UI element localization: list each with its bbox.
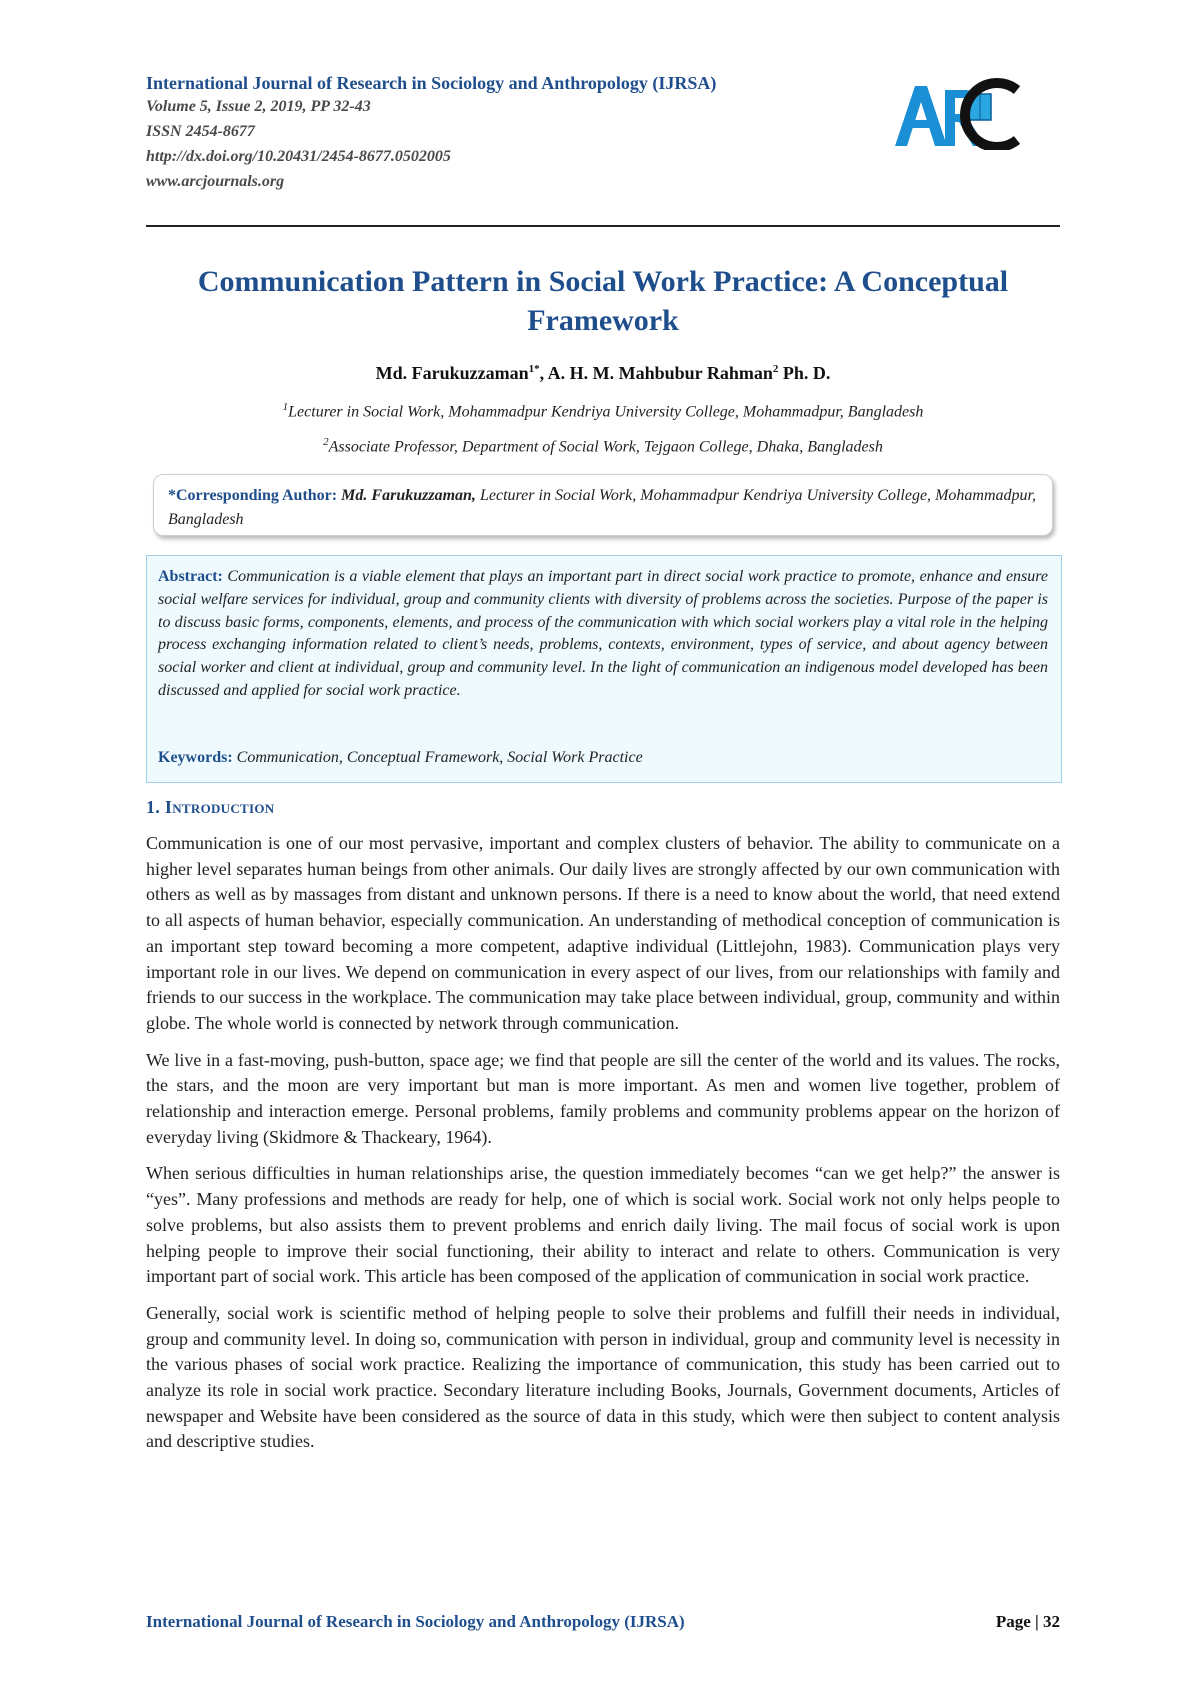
- footer-journal-name: International Journal of Research in Sociology and Anthropology (IJRSA): [146, 1612, 685, 1631]
- author-affiliation-marker: 2: [772, 363, 779, 375]
- corresponding-author-name: Md. Farukuzzaman,: [341, 487, 476, 504]
- section-number: 1.: [146, 797, 161, 817]
- author-suffix: Ph. D.: [778, 363, 831, 383]
- author-name: Md. Farukuzzaman: [375, 363, 529, 383]
- keywords: [158, 749, 1048, 767]
- affiliation: [146, 436, 1060, 456]
- page-footer: [146, 1612, 1060, 1632]
- author-separator: ,: [539, 363, 548, 383]
- arc-logo: [893, 74, 1023, 150]
- corresponding-author-label: *Corresponding Author:: [168, 487, 338, 504]
- section-title: Introduction: [164, 797, 275, 817]
- corresponding-author-description: Lecturer in Social Work, Mohammadpur Kendriya University College, Mohammadpur, Bangladesh: [168, 487, 1036, 528]
- page-number: Page | 32: [995, 1612, 1060, 1631]
- keywords-text: Communication, Conceptual Framework, Social Work Practice: [236, 749, 643, 766]
- paragraph: Generally, social work is scientific method of helping people to solve their problems and fulfill their needs in individual, group and community level. In doing so, communication with person in individual, group and community level is necessity in the various phases of social work practice. Realizing the importance of communication, this study has been carried out to analyze its role in social work practice. Secondary literature including Books, Journals, Government documents, Articles of newspaper and Website have been considered as the source of data in this study, which were then subject to content analysis and descriptive studies.: [146, 1302, 1060, 1452]
- journal-header: [146, 72, 866, 194]
- paragraph: When serious difficulties in human relationships arise, the question immediately becomes “can we get help?” the answer is “yes”. Many professions and methods are ready for help, one of which is social work. Social work not only helps people to solve problems, but also assists them to prevent problems and enrich daily living. The mail focus of social work is upon helping people to improve their social functioning, their ability to interact and relate to others. Communication is very important part of social work. This article has been composed of the application of communication in social work practice.: [146, 1163, 1060, 1287]
- section-heading-introduction: [146, 797, 274, 818]
- website-link[interactable]: www.arcjournals.org: [146, 173, 285, 190]
- corresponding-author: [168, 484, 1036, 532]
- author-name: A. H. M. Mahbubur Rahman: [547, 363, 773, 383]
- paragraph: Communication is one of our most pervasive, important and complex clusters of behavior. The ability to communicate on a higher level separates human beings from other animals. Our daily lives are strongly affected by our own communication with others as well as by massages from distant and unknown persons. If there is a need to know about the world, that need extend to all aspects of human behavior, especially communication. An understanding of methodical conception of communication is an important step toward becoming a more competent, adaptive individual (Littlejohn, 1983). Communication plays very important role in our lives. We depend on communication in every aspect of our lives, from our relationships with family and friends to our success in the workplace. The communication may take place between individual, group, community and within globe. The whole world is connected by network through communication.: [146, 833, 1060, 1033]
- affiliation-text: Lecturer in Social Work, Mohammadpur Kendriya University College, Mohammadpur, Bangladesh: [288, 403, 924, 421]
- authors: [146, 363, 1060, 384]
- keywords-label: Keywords:: [158, 749, 233, 766]
- affiliation-marker: 1: [282, 401, 289, 413]
- journal-name: International Journal of Research in Sociology and Anthropology (IJRSA): [146, 73, 717, 93]
- issn: ISSN 2454-8677: [146, 123, 255, 140]
- affiliation-marker: 2: [323, 436, 329, 448]
- affiliation: [146, 401, 1060, 421]
- paper-title: Communication Pattern in Social Work Practice: A Conceptual Framework: [197, 265, 1009, 337]
- author-affiliation-marker: 1*: [528, 363, 540, 375]
- volume-info: Volume 5, Issue 2, 2019, PP 32-43: [146, 98, 371, 115]
- affiliation-text: Associate Professor, Department of Social Work, Tejgaon College, Dhaka, Bangladesh: [328, 438, 883, 456]
- abstract-text: Communication is a viable element that plays an important part in direct social work practice to promote, enhance and ensure social welfare services for individual, group and community clients with diversity of problems across the societies. Purpose of the paper is to discuss basic forms, components, elements, and process of the communication with which social workers play a vital role in the helping process exchanging information related to client’s needs, problems, contexts, environment, types of service, and about agency between social worker and client at individual, group and community level. In the light of communication an indigenous model developed has been discussed and applied for social work practice.: [158, 568, 1049, 699]
- header-divider: [146, 225, 1060, 227]
- abstract: [158, 566, 1048, 703]
- paragraph: We live in a fast-moving, push-button, space age; we find that people are sill the center of the world and its values. The rocks, the stars, and the moon are very important but man is more important. As men and women live together, problem of relationship and interaction emerge. Personal problems, family problems and community problems appear on the horizon of everyday living (Skidmore & Thackeary, 1964).: [146, 1049, 1060, 1147]
- abstract-label: Abstract:: [158, 568, 223, 585]
- body-text: [146, 831, 1060, 1466]
- doi-link[interactable]: http://dx.doi.org/10.20431/2454-8677.0502005: [146, 148, 451, 165]
